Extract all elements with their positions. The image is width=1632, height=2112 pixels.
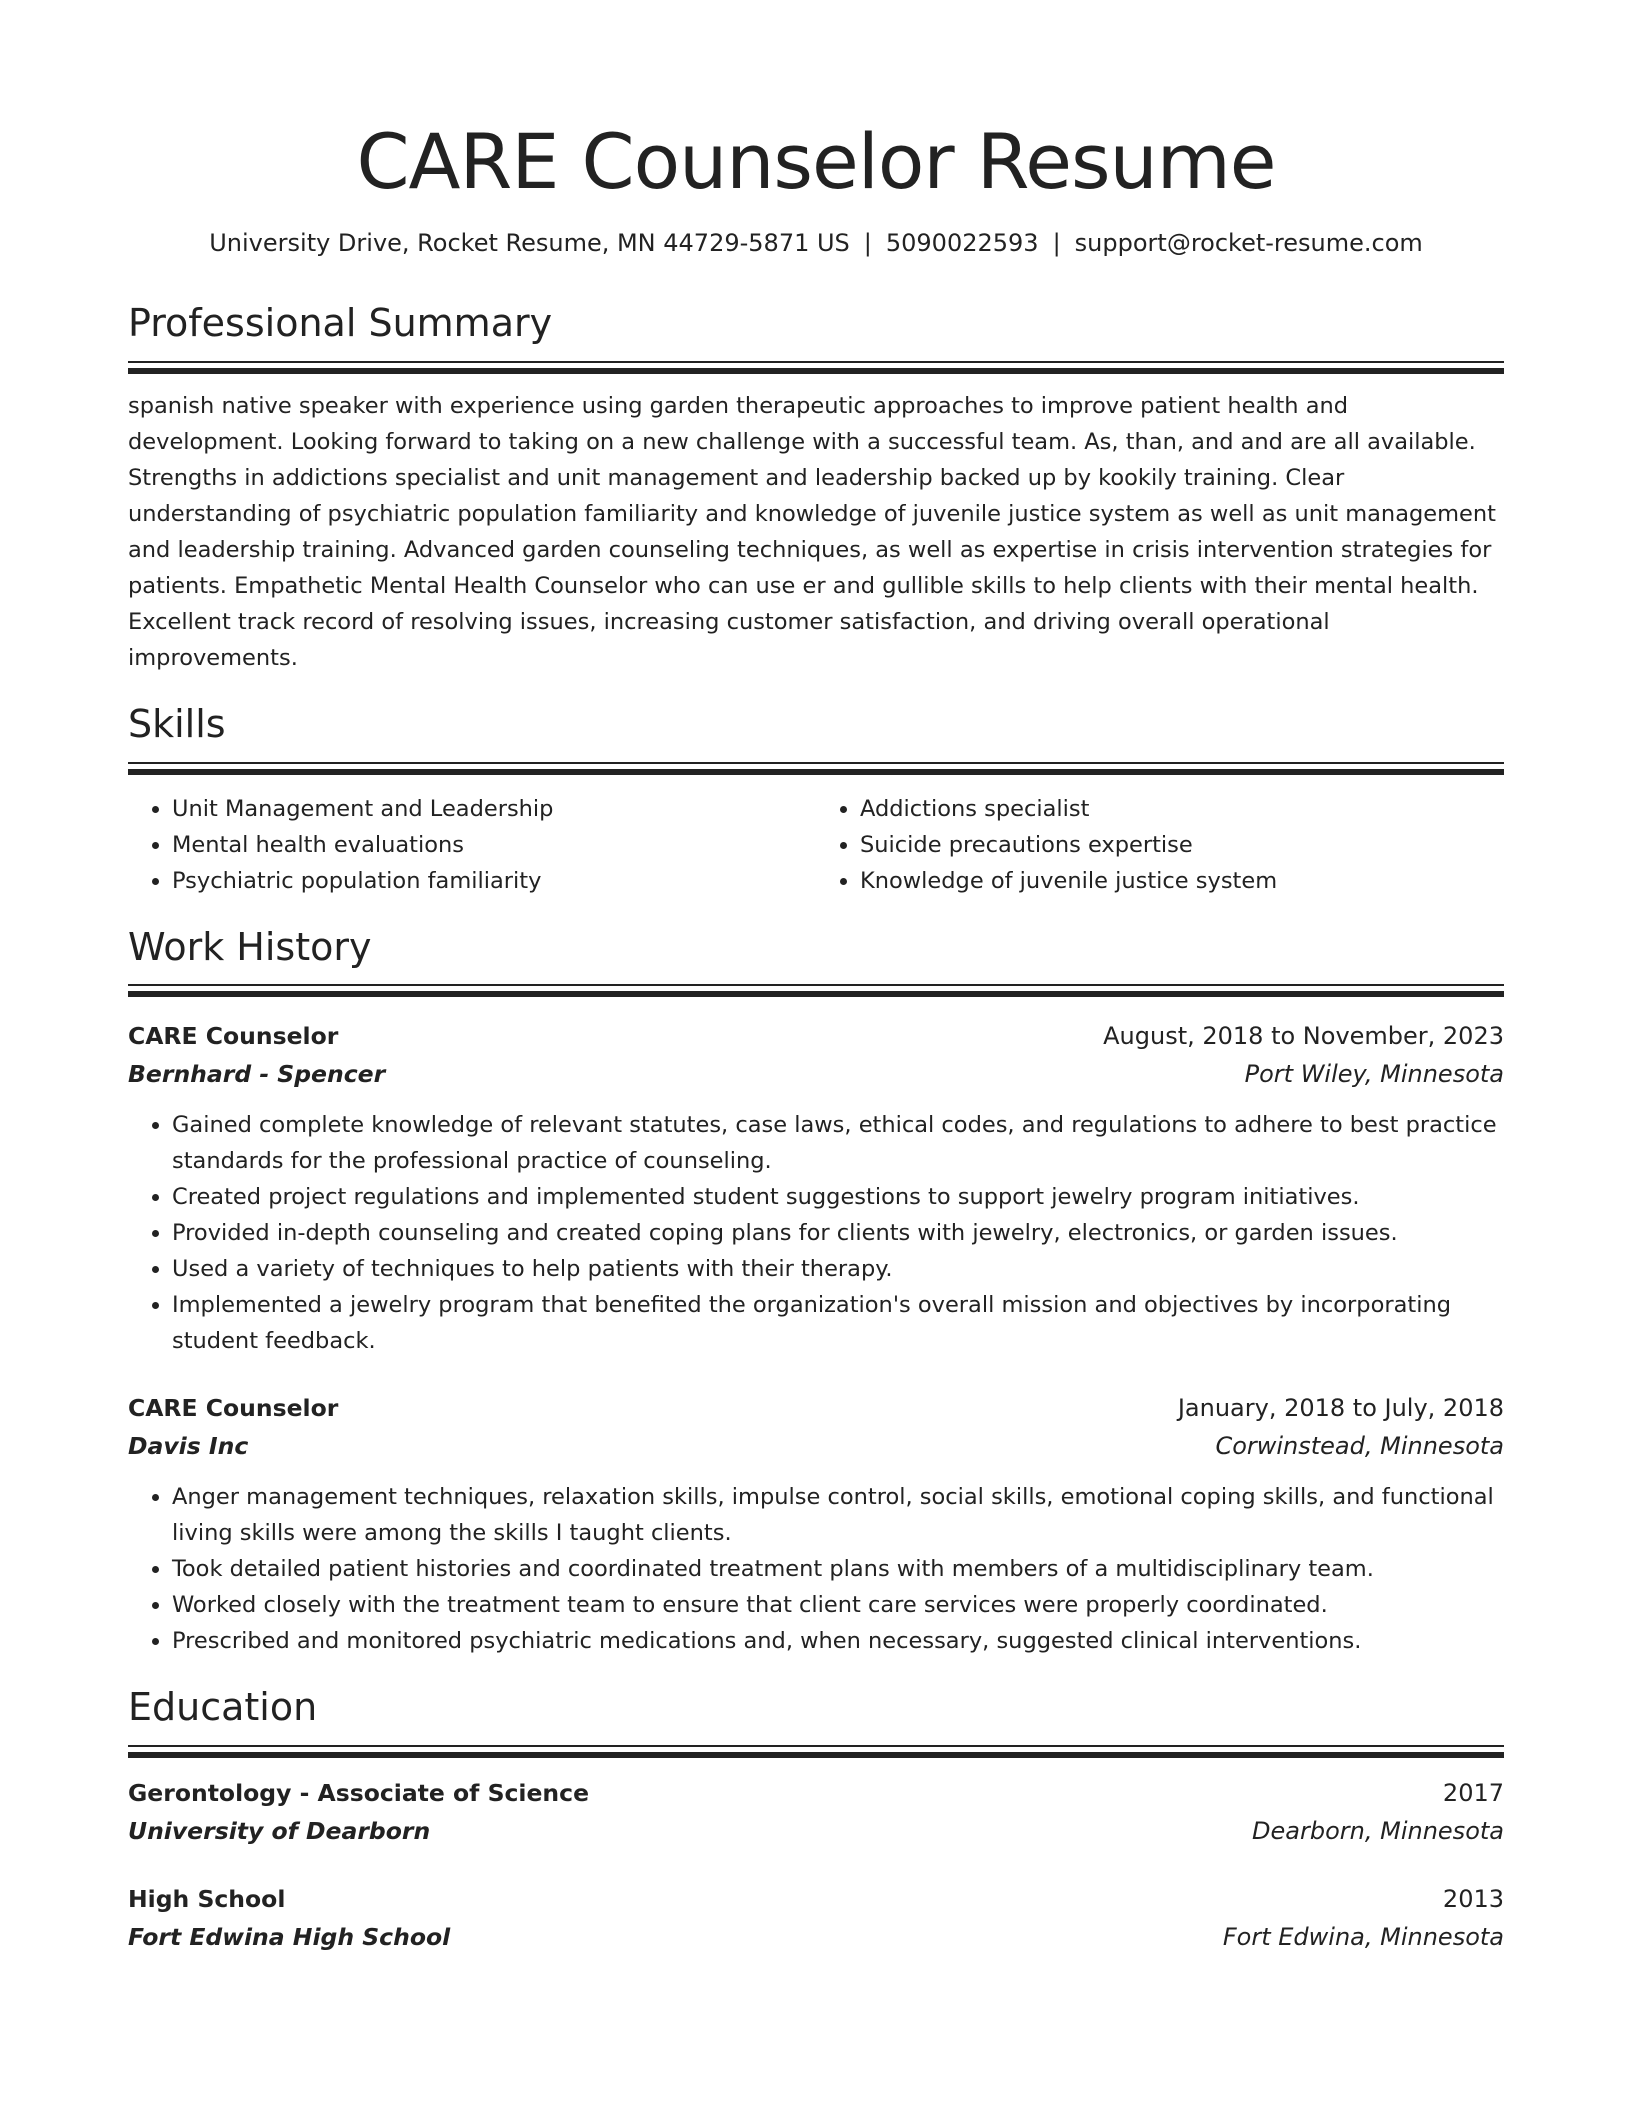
work-history-section xyxy=(128,925,1504,1660)
job-bullet: • Anger management techniques, relaxation skills, impulse control, social skills, emotional coping skills, and functional living skills were among the skills I taught clients. xyxy=(172,1479,1504,1551)
skills-section xyxy=(128,702,1504,899)
education-subheader xyxy=(128,1918,1504,1956)
skill-item: • Knowledge of juvenile justice system xyxy=(860,863,1504,899)
job-dates: August, 2018 to November, 2023 xyxy=(1103,1022,1504,1051)
job-bullet: • Used a variety of techniques to help patients with their therapy. xyxy=(172,1251,1504,1287)
job-bullet: • Provided in-depth counseling and created coping plans for clients with jewelry, electronics, or garden issues. xyxy=(172,1215,1504,1251)
resume-title: CARE Counselor Resume xyxy=(356,117,1276,206)
education-school: University of Dearborn xyxy=(128,1816,431,1845)
education-entry xyxy=(128,1880,1504,1956)
section-divider xyxy=(128,762,1504,775)
section-title-skills: Skills xyxy=(128,701,226,746)
education-degree: Gerontology - Associate of Science xyxy=(128,1778,590,1807)
education-degree: High School xyxy=(128,1884,286,1913)
education-header xyxy=(128,1880,1504,1918)
section-divider xyxy=(128,1745,1504,1758)
skill-item: • Mental health evaluations xyxy=(172,827,816,863)
education-school: Fort Edwina High School xyxy=(128,1922,451,1951)
job-subheader xyxy=(128,1055,1504,1093)
contact-separator: | xyxy=(1052,229,1061,258)
education-entry xyxy=(128,1774,1504,1850)
skill-item: • Addictions specialist xyxy=(860,791,1504,827)
job-location: Corwinstead, Minnesota xyxy=(1215,1432,1504,1461)
education-year: 2017 xyxy=(1442,1778,1504,1807)
job-bullet: • Took detailed patient histories and coordinated treatment plans with members of a multidisciplinary team. xyxy=(172,1551,1504,1587)
job-bullets xyxy=(128,1479,1504,1659)
job-company: Davis Inc xyxy=(128,1432,249,1461)
skills-list-right xyxy=(816,791,1504,899)
job-bullet: • Prescribed and monitored psychiatric medications and, when necessary, suggested clinical interventions. xyxy=(172,1623,1504,1659)
summary-text: spanish native speaker with experience using garden therapeutic approaches to improve patient health and development. Looking forward to taking on a new challenge with a successful team. As, than, and and are all available. Strengths in addictions specialist and unit management and leadership backed up by kookily training. Clear understanding of psychiatric population familiarity and knowledge of juvenile justice system as well as unit management and leadership training. Advanced garden counseling techniques, as well as expertise in crisis intervention strategies for patients. Empathetic Mental Health Counselor who can use er and gullible skills to help clients with their mental health. Excellent track record of resolving issues, increasing customer satisfaction, and driving overall operational improvements. xyxy=(128,392,1496,671)
education-location: Dearborn, Minnesota xyxy=(1252,1816,1504,1845)
job-entry xyxy=(128,1389,1504,1659)
job-header xyxy=(128,1389,1504,1427)
summary-section xyxy=(128,301,1504,676)
address: University Drive, Rocket Resume, MN 44729-5871 US xyxy=(209,229,850,258)
education-subheader xyxy=(128,1812,1504,1850)
job-location: Port Wiley, Minnesota xyxy=(1244,1060,1504,1089)
job-bullet: • Gained complete knowledge of relevant statutes, case laws, ethical codes, and regulations to adhere to best practice standards for the professional practice of counseling. xyxy=(172,1107,1504,1179)
job-bullet: • Worked closely with the treatment team to ensure that client care services were properly coordinated. xyxy=(172,1587,1504,1623)
job-subheader xyxy=(128,1427,1504,1465)
job-dates: January, 2018 to July, 2018 xyxy=(1177,1394,1504,1423)
education-section xyxy=(128,1685,1504,1956)
education-location: Fort Edwina, Minnesota xyxy=(1222,1922,1504,1951)
email-link[interactable]: support@rocket-resume.com xyxy=(1074,229,1423,258)
contact-line xyxy=(128,229,1504,257)
job-entry xyxy=(128,1017,1504,1359)
job-header xyxy=(128,1017,1504,1055)
job-company: Bernhard - Spencer xyxy=(128,1060,386,1089)
skills-grid xyxy=(128,791,1504,899)
contact-separator: | xyxy=(863,229,872,258)
phone: 5090022593 xyxy=(885,229,1039,258)
section-divider xyxy=(128,984,1504,997)
education-header xyxy=(128,1774,1504,1812)
education-year: 2013 xyxy=(1442,1884,1504,1913)
section-divider xyxy=(128,361,1504,374)
job-title: CARE Counselor xyxy=(128,1022,339,1051)
skill-item: • Suicide precautions expertise xyxy=(860,827,1504,863)
job-title: CARE Counselor xyxy=(128,1394,339,1423)
skills-list-left xyxy=(128,791,816,899)
section-title-education: Education xyxy=(128,1685,318,1730)
job-bullets xyxy=(128,1107,1504,1359)
section-title-summary: Professional Summary xyxy=(128,301,553,346)
skill-item: • Psychiatric population familiarity xyxy=(172,863,816,899)
skill-item: • Unit Management and Leadership xyxy=(172,791,816,827)
job-bullet: • Created project regulations and implemented student suggestions to support jewelry program initiatives. xyxy=(172,1179,1504,1215)
section-title-work-history: Work History xyxy=(128,924,372,969)
job-bullet: • Implemented a jewelry program that benefited the organization's overall mission and objectives by incorporating student feedback. xyxy=(172,1287,1504,1359)
